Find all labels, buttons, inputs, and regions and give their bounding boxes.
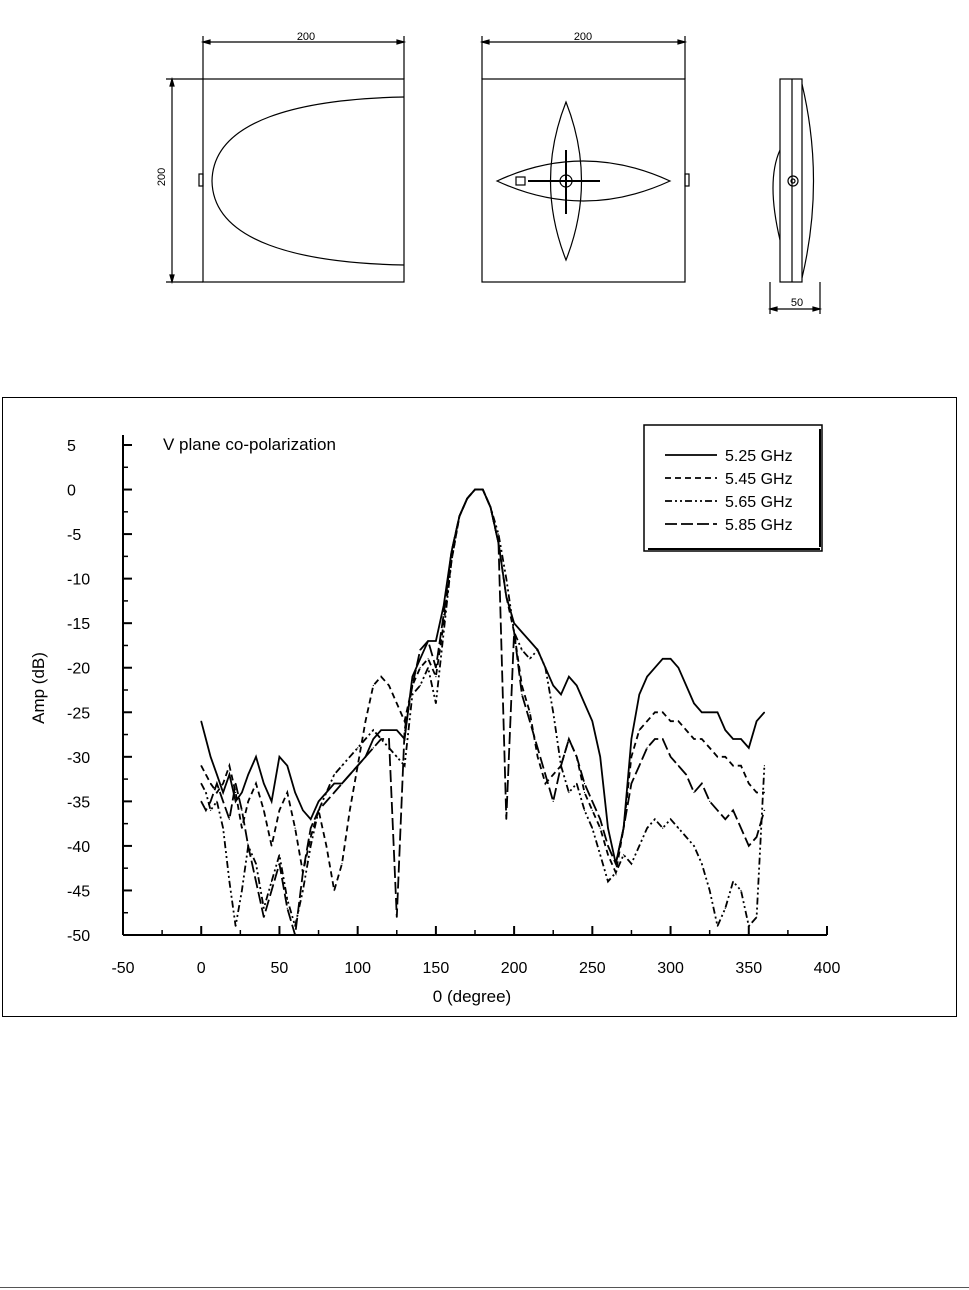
y-tick-label: -10 (67, 571, 91, 589)
data-point (506, 578, 507, 579)
data-point (529, 721, 530, 722)
antenna-drawings (0, 0, 969, 395)
rear-view-drawing (482, 36, 689, 282)
data-point (592, 801, 593, 802)
side-depth-label: 50 (790, 297, 804, 309)
data-point (529, 712, 530, 713)
data-point (420, 667, 421, 668)
data-point (553, 801, 554, 802)
data-point (216, 801, 217, 802)
data-point (241, 792, 242, 793)
data-point (467, 498, 468, 499)
data-point (201, 765, 202, 766)
data-point (748, 783, 749, 784)
data-point (740, 738, 741, 739)
data-point (482, 489, 483, 490)
data-point (326, 792, 327, 793)
data-point (229, 774, 230, 775)
data-point (443, 614, 444, 615)
data-point (733, 881, 734, 882)
data-point (279, 810, 280, 811)
data-point (592, 810, 593, 811)
data-point (670, 721, 671, 722)
data-point (600, 828, 601, 829)
data-point (229, 819, 230, 820)
data-point (733, 738, 734, 739)
data-point (740, 890, 741, 891)
data-point (733, 810, 734, 811)
data-point (631, 863, 632, 864)
data-point (373, 738, 374, 739)
data-point (435, 703, 436, 704)
y-tick-label: -35 (67, 794, 91, 812)
y-tick-label: -30 (67, 749, 91, 767)
data-point (709, 801, 710, 802)
y-tick-label: -50 (67, 928, 91, 945)
data-point (365, 721, 366, 722)
data-point (435, 667, 436, 668)
data-point (553, 685, 554, 686)
data-point (607, 881, 608, 882)
data-point (647, 747, 648, 748)
data-point (318, 801, 319, 802)
data-point (553, 712, 554, 713)
data-point (310, 836, 311, 837)
data-point (537, 649, 538, 650)
data-point (381, 738, 382, 739)
data-point (241, 810, 242, 811)
data-point (365, 738, 366, 739)
data-point (654, 738, 655, 739)
data-point (302, 872, 303, 873)
data-point (623, 828, 624, 829)
data-point (756, 836, 757, 837)
data-point (474, 489, 475, 490)
data-point (271, 881, 272, 882)
data-point (201, 783, 202, 784)
data-point (279, 854, 280, 855)
data-point (717, 810, 718, 811)
data-point (255, 756, 256, 757)
side-view-drawing (770, 79, 820, 314)
data-point (701, 738, 702, 739)
data-point (420, 658, 421, 659)
data-point (255, 863, 256, 864)
data-point (631, 783, 632, 784)
data-point (686, 730, 687, 731)
front-view-drawing (166, 36, 404, 282)
data-point (241, 828, 242, 829)
data-point (420, 685, 421, 686)
data-point (709, 712, 710, 713)
data-point (334, 783, 335, 784)
x-tick-label: 400 (813, 960, 841, 977)
data-point (404, 765, 405, 766)
data-point (639, 730, 640, 731)
data-point (553, 774, 554, 775)
data-point (678, 828, 679, 829)
data-point (748, 747, 749, 748)
y-axis-title: Amp (dB) (29, 652, 48, 724)
data-point (686, 774, 687, 775)
data-point (670, 819, 671, 820)
data-point (279, 863, 280, 864)
series-line (201, 490, 764, 936)
data-point (584, 703, 585, 704)
data-point (662, 712, 663, 713)
data-point (223, 783, 224, 784)
data-point (428, 658, 429, 659)
data-point (701, 783, 702, 784)
x-tick-label: 250 (578, 960, 606, 977)
data-point (326, 801, 327, 802)
data-point (740, 828, 741, 829)
data-point (568, 792, 569, 793)
data-point (420, 649, 421, 650)
data-point (263, 810, 264, 811)
data-point (584, 810, 585, 811)
data-point (568, 738, 569, 739)
chart-title: V plane co-polarization (163, 435, 336, 454)
data-point (686, 685, 687, 686)
data-point (529, 658, 530, 659)
data-point (349, 810, 350, 811)
data-point (639, 694, 640, 695)
front-height-label: 200 (156, 167, 168, 187)
data-point (201, 801, 202, 802)
data-point (229, 881, 230, 882)
data-point (576, 783, 577, 784)
data-point (223, 792, 224, 793)
data-point (662, 828, 663, 829)
data-point (357, 765, 358, 766)
data-point (615, 872, 616, 873)
data-point (717, 756, 718, 757)
data-point (678, 765, 679, 766)
data-point (764, 810, 765, 811)
data-point (205, 792, 206, 793)
x-tick-label: 100 (344, 960, 372, 977)
series-3 (201, 489, 765, 927)
data-point (412, 694, 413, 695)
data-point (662, 658, 663, 659)
data-point (592, 721, 593, 722)
radiation-pattern-chart (3, 398, 956, 1016)
series-layer (201, 489, 765, 936)
data-point (210, 756, 211, 757)
x-tick-label: 200 (500, 960, 528, 977)
data-point (255, 783, 256, 784)
data-point (506, 819, 507, 820)
data-point (235, 801, 236, 802)
data-point (216, 783, 217, 784)
x-tick-label: -50 (111, 960, 135, 977)
data-point (443, 632, 444, 633)
data-point (560, 765, 561, 766)
data-point (229, 765, 230, 766)
data-point (248, 845, 249, 846)
data-point (263, 783, 264, 784)
data-point (388, 738, 389, 739)
data-point (647, 721, 648, 722)
data-point (662, 738, 663, 739)
data-point (647, 828, 648, 829)
data-point (435, 676, 436, 677)
data-point (205, 810, 206, 811)
data-point (498, 534, 499, 535)
data-point (521, 649, 522, 650)
data-point (388, 685, 389, 686)
data-point (537, 756, 538, 757)
data-point (287, 899, 288, 900)
legend-label: 5.85 GHz (725, 517, 793, 534)
data-point (271, 845, 272, 846)
data-point (396, 756, 397, 757)
data-point (545, 783, 546, 784)
data-point (210, 801, 211, 802)
data-point (686, 836, 687, 837)
chart-legend (644, 425, 822, 551)
data-point (396, 917, 397, 918)
y-tick-label: -40 (67, 838, 91, 856)
data-point (396, 703, 397, 704)
data-point (373, 730, 374, 731)
data-point (733, 765, 734, 766)
data-point (223, 828, 224, 829)
x-tick-label: 150 (422, 960, 450, 977)
legend-label: 5.45 GHz (725, 471, 793, 488)
data-point (396, 730, 397, 731)
data-point (210, 810, 211, 811)
data-point (607, 845, 608, 846)
data-point (271, 801, 272, 802)
data-point (537, 747, 538, 748)
data-point (725, 908, 726, 909)
data-point (693, 845, 694, 846)
data-point (248, 801, 249, 802)
data-point (600, 854, 601, 855)
data-point (310, 828, 311, 829)
data-point (388, 730, 389, 731)
data-point (670, 756, 671, 757)
data-point (521, 632, 522, 633)
data-point (756, 792, 757, 793)
data-point (357, 747, 358, 748)
y-tick-label: -25 (67, 705, 91, 723)
data-point (310, 845, 311, 846)
data-point (576, 756, 577, 757)
data-point (263, 908, 264, 909)
data-point (693, 792, 694, 793)
page-bottom-rule (0, 1287, 969, 1288)
data-point (764, 792, 765, 793)
data-point (235, 926, 236, 927)
data-point (545, 667, 546, 668)
data-point (639, 765, 640, 766)
data-point (529, 640, 530, 641)
data-point (607, 828, 608, 829)
data-point (748, 845, 749, 846)
data-point (670, 658, 671, 659)
data-point (302, 810, 303, 811)
data-point (334, 774, 335, 775)
front-width-label: 200 (296, 31, 316, 43)
data-point (701, 712, 702, 713)
data-point (451, 551, 452, 552)
data-point (717, 712, 718, 713)
data-point (334, 890, 335, 891)
data-point (514, 632, 515, 633)
data-point (241, 890, 242, 891)
data-point (748, 926, 749, 927)
data-point (459, 516, 460, 517)
data-point (287, 765, 288, 766)
data-point (279, 756, 280, 757)
data-point (490, 507, 491, 508)
y-tick-label: 5 (67, 438, 76, 455)
rear-width-label: 200 (573, 31, 593, 43)
y-tick-label: -20 (67, 660, 91, 678)
data-point (381, 676, 382, 677)
data-point (764, 712, 765, 713)
data-point (216, 792, 217, 793)
data-point (373, 747, 374, 748)
data-point (412, 676, 413, 677)
data-point (764, 765, 765, 766)
data-point (709, 890, 710, 891)
data-point (287, 908, 288, 909)
data-point (341, 765, 342, 766)
data-point (334, 792, 335, 793)
data-point (498, 542, 499, 543)
data-point (201, 721, 202, 722)
x-tick-label: 50 (270, 960, 289, 977)
data-point (639, 845, 640, 846)
y-tick-label: -15 (67, 616, 91, 634)
data-point (428, 667, 429, 668)
data-point (365, 756, 366, 757)
data-point (623, 854, 624, 855)
legend-label: 5.65 GHz (725, 494, 793, 511)
data-point (678, 667, 679, 668)
data-point (310, 819, 311, 820)
data-point (373, 685, 374, 686)
data-point (295, 828, 296, 829)
data-point (568, 676, 569, 677)
x-tick-label: 0 (196, 960, 206, 977)
data-point (725, 756, 726, 757)
data-point (412, 685, 413, 686)
data-point (404, 721, 405, 722)
data-point (223, 801, 224, 802)
data-point (678, 721, 679, 722)
data-point (349, 774, 350, 775)
data-point (740, 765, 741, 766)
data-point (514, 623, 515, 624)
data-point (302, 890, 303, 891)
data-point (717, 926, 718, 927)
data-point (560, 694, 561, 695)
data-point (349, 756, 350, 757)
data-point (287, 792, 288, 793)
y-tick-label: -45 (67, 883, 91, 901)
data-point (404, 730, 405, 731)
data-point (709, 747, 710, 748)
data-point (326, 845, 327, 846)
data-point (248, 774, 249, 775)
data-point (216, 774, 217, 775)
legend-label: 5.25 GHz (725, 448, 793, 465)
data-point (381, 730, 382, 731)
data-point (756, 721, 757, 722)
data-point (205, 738, 206, 739)
data-point (263, 917, 264, 918)
data-point (592, 828, 593, 829)
data-point (506, 596, 507, 597)
data-point (428, 640, 429, 641)
data-point (693, 703, 694, 704)
data-point (576, 685, 577, 686)
data-point (756, 917, 757, 918)
data-point (435, 640, 436, 641)
series-line (201, 490, 764, 927)
data-point (701, 863, 702, 864)
x-axis-title: 0 (degree) (432, 987, 512, 1006)
data-point (600, 819, 601, 820)
data-point (210, 783, 211, 784)
data-point (631, 738, 632, 739)
y-tick-label: -5 (67, 527, 82, 545)
data-point (521, 694, 522, 695)
data-point (725, 819, 726, 820)
data-point (584, 792, 585, 793)
data-point (654, 712, 655, 713)
data-point (600, 756, 601, 757)
data-point (205, 774, 206, 775)
data-point (295, 792, 296, 793)
data-point (318, 810, 319, 811)
series-4 (201, 489, 765, 936)
x-tick-label: 350 (735, 960, 763, 977)
data-point (341, 863, 342, 864)
data-point (545, 774, 546, 775)
y-tick-label: 0 (67, 482, 76, 500)
data-point (654, 819, 655, 820)
x-tick-label: 300 (657, 960, 684, 977)
data-point (631, 756, 632, 757)
data-point (607, 854, 608, 855)
data-point (271, 890, 272, 891)
data-point (235, 792, 236, 793)
data-point (725, 730, 726, 731)
data-point (693, 738, 694, 739)
data-point (341, 783, 342, 784)
data-point (295, 934, 296, 935)
chart-frame (2, 397, 957, 1017)
data-point (654, 667, 655, 668)
data-point (584, 783, 585, 784)
data-point (255, 881, 256, 882)
data-point (647, 676, 648, 677)
data-point (235, 783, 236, 784)
data-point (615, 863, 616, 864)
